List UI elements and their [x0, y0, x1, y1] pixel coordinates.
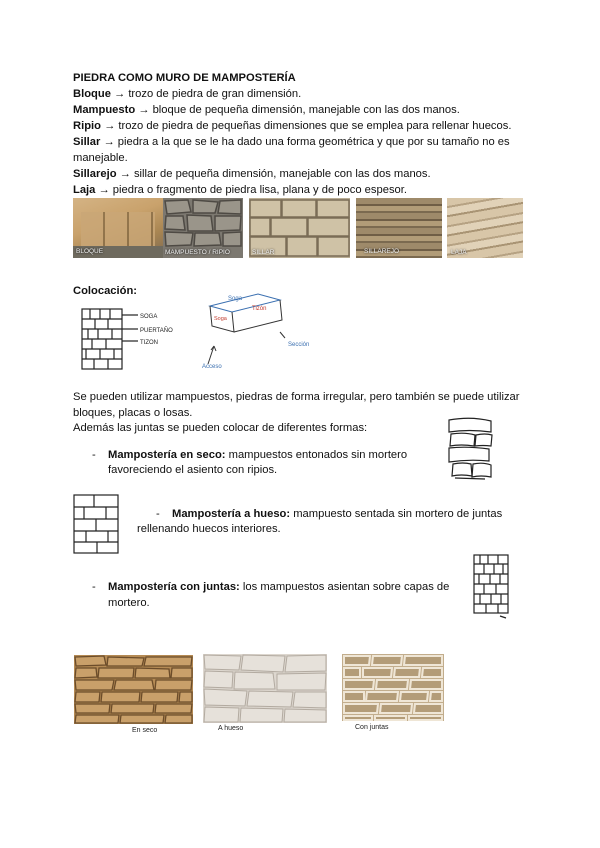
definition-laja: Laja → piedra o fragmento de piedra lisa, plana y de poco espesor. [73, 184, 407, 196]
caption-a-hueso: A hueso [218, 725, 244, 732]
definition-bloque: Bloque → trozo de piedra de gran dimensión. [73, 88, 302, 100]
sketch-label: PUERTAÑO [140, 328, 173, 334]
ashlar-wall-sketch [70, 491, 125, 557]
photo-en-seco [74, 655, 193, 724]
bullet-dash: - [92, 449, 96, 461]
bullet-dash: - [92, 581, 96, 593]
bullet-con-juntas: Mampostería con juntas: los mampuestos asientan sobre capas de [108, 581, 450, 593]
sketch-label: Soga [228, 296, 243, 302]
stone-block-sketch [190, 286, 330, 372]
photo-caption: SILLAREJO [364, 248, 400, 255]
stone-texture [74, 655, 193, 724]
photo-sillar [249, 198, 350, 258]
sketch-label: Soga [214, 316, 227, 322]
definition-mampuesto: Mampuesto → bloque de pequeña dimensión, manejable con las dos manos. [73, 104, 460, 116]
sketch-label: Tizón [252, 306, 267, 312]
page-title: PIEDRA COMO MURO DE MAMPOSTERÍA [73, 72, 296, 84]
definition-sillarejo: Sillarejo → sillar de pequeña dimensión, manejable con las dos manos. [73, 168, 431, 180]
bullet-en-seco: Mampostería en seco: mampuestos entonados sin mortero [108, 449, 408, 461]
stone-texture [342, 654, 444, 721]
photo-caption: SILLAR [252, 249, 275, 256]
stone-texture [203, 654, 327, 723]
definition-sillar: Sillar → piedra a la que se le ha dado una forma geométrica y que por su tamaño no es [73, 136, 510, 148]
sketch-label: Sección [288, 342, 310, 348]
intro-line-2: bloques, placas o losas. [73, 407, 193, 419]
photo-sillarejo [356, 198, 442, 258]
bullet-a-hueso: Mampostería a hueso: mampuesto sentada sin mortero de juntas [172, 508, 503, 520]
colocacion-heading: Colocación: [73, 285, 138, 297]
photo-laja [447, 198, 523, 258]
photo-caption: BLOQUE [76, 248, 104, 255]
sketch-label: Acceso [202, 364, 222, 370]
sketch-label: TIZON [140, 340, 158, 346]
mortar-wall-sketch [470, 552, 512, 620]
intro-line-3: Además las juntas se pueden colocar de diferentes formas: [73, 422, 368, 434]
bullet-dash: - [156, 508, 160, 520]
photo-mampuesto [163, 198, 243, 258]
bullet-a-hueso-cont: rellenando huecos interiores. [137, 523, 281, 535]
bullet-en-seco-cont: favoreciendo el asiento con ripios. [108, 464, 278, 476]
definition-ripio: Ripio → trozo de piedra de pequeñas dimensiones que se emplea para rellenar huecos. [73, 120, 512, 132]
bullet-con-juntas-cont: mortero. [108, 597, 150, 609]
photo-caption: MAMPUESTO / RIPIO [165, 249, 230, 256]
wall-sketch-bonds [80, 305, 190, 373]
intro-line-1: Se pueden utilizar mampuestos, piedras de forma irregular, pero también se puede utilizar [73, 391, 520, 403]
dry-wall-sketch [445, 416, 497, 486]
definition-sillar-cont: manejable. [73, 152, 128, 164]
photo-caption: LAJA [451, 249, 467, 256]
caption-en-seco: En seco [132, 727, 158, 734]
sketch-label: SOGA [140, 314, 158, 320]
photo-bloque [73, 198, 163, 258]
caption-con-juntas: Con juntas [355, 724, 389, 731]
photo-con-juntas [342, 654, 444, 721]
photo-a-hueso [203, 654, 327, 723]
